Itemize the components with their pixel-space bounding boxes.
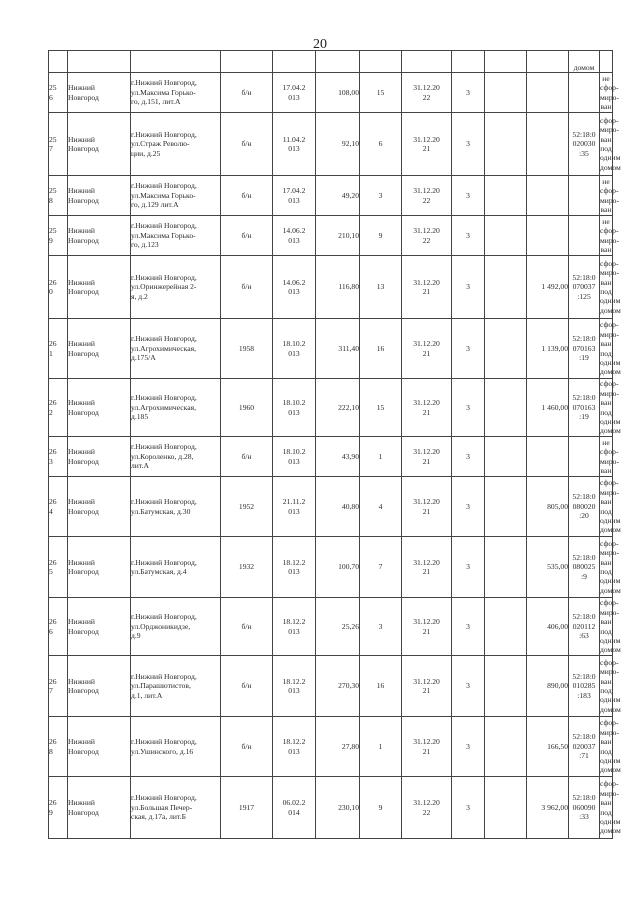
status-cell: сфор- миро- ван под одним домом [600, 656, 613, 717]
cadastral-number-cell: 52:18:0 070163 :19 [569, 319, 600, 379]
cadastral-number-cell: 52:18:0 010285 :183 [569, 656, 600, 717]
year-built-cell: б/н [221, 176, 273, 216]
stage-cell: 3 [452, 537, 485, 598]
area-cell: 43,90 [316, 437, 360, 477]
cadastral-number-cell: 52:18:0 080025 :9 [569, 537, 600, 598]
status-cell: сфор- миро- ван под одним домом [600, 113, 613, 176]
resettlement-deadline-cell: 31.12.20 22 [402, 73, 452, 113]
date-cell: 18.10.2 013 [273, 379, 316, 437]
record-number-cell: 25 9 [49, 216, 68, 256]
date-cell: 18.12.2 013 [273, 537, 316, 598]
cadastral-number-cell [569, 437, 600, 477]
land-area-cell: 1 492,00 [527, 256, 569, 319]
table-row [49, 656, 613, 717]
residents-count-cell: 15 [360, 379, 402, 437]
address-cell: г.Нижний Новгород, ул.Батумская, д.4 [131, 537, 221, 598]
city-cell: Нижний Новгород [68, 113, 131, 176]
area-cell: 40,80 [316, 477, 360, 537]
stage-cell: 3 [452, 113, 485, 176]
resettlement-deadline-cell: 31.12.20 22 [402, 216, 452, 256]
land-area-cell: 3 962,00 [527, 777, 569, 839]
land-area-cell [527, 216, 569, 256]
city-cell: Нижний Новгород [68, 598, 131, 656]
date-cell: 18.10.2 013 [273, 437, 316, 477]
status-cell: сфор- миро- ван под одним домом [600, 379, 621, 436]
empty-cell [485, 379, 527, 437]
stage-cell: 3 [452, 216, 485, 256]
city-cell: Нижний Новгород [68, 176, 131, 216]
record-number-cell: 26 3 [49, 437, 68, 477]
table-row [49, 537, 613, 598]
stage-cell: 3 [452, 656, 485, 717]
status-cell: домом [569, 51, 600, 73]
empty-cell [485, 319, 527, 379]
land-area-cell: 805,00 [527, 477, 569, 537]
status-cell: сфор- миро- ван под одним домом [600, 598, 621, 655]
residents-count-cell: 9 [360, 777, 402, 839]
address-cell: г.Нижний Новгород, ул.Агрохимическая, д.185 [131, 379, 221, 437]
resettlement-deadline-cell: 31.12.20 22 [402, 176, 452, 216]
date-cell: 17.04.2 013 [273, 176, 316, 216]
year-built-cell: 1958 [221, 319, 273, 379]
resettlement-deadline-cell: 31.12.20 21 [402, 437, 452, 477]
city-cell: Нижний Новгород [68, 256, 131, 319]
record-number-cell: 25 8 [49, 176, 68, 216]
table-row [49, 319, 613, 379]
area-cell: 108,00 [316, 73, 360, 113]
page-number: 20 [313, 37, 327, 52]
residents-count-cell: 7 [360, 537, 402, 598]
area-cell: 230,10 [316, 777, 360, 839]
area-cell: 210,10 [316, 216, 360, 256]
empty-cell [485, 216, 527, 256]
date-cell: 18.12.2 013 [273, 656, 316, 717]
status-cell: не сфор- миро- ван [600, 216, 619, 254]
year-built-cell: б/н [221, 256, 273, 319]
land-area-cell: 1 460,00 [527, 379, 569, 437]
land-area-cell [527, 73, 569, 113]
address-cell: г.Нижний Новгород, ул.Большая Печер- ская, д.17а, лит.Б [131, 777, 221, 839]
area-cell: 270,30 [316, 656, 360, 717]
land-area-cell [527, 113, 569, 176]
year-built-cell: б/н [221, 437, 273, 477]
address-cell: г.Нижний Новгород, ул.Оринжерейная 2- я, д.2 [131, 256, 221, 319]
address-cell: г.Нижний Новгород, ул.Максима Горько- го, д.151, лит.А [131, 73, 221, 113]
city-cell: Нижний Новгород [68, 477, 131, 537]
stage-cell: 3 [452, 319, 485, 379]
residents-count-cell: 3 [360, 598, 402, 656]
address-cell: г.Нижний Новгород, ул.Максима Горько- го, д.129 лит.А [131, 176, 221, 216]
year-built-cell: б/н [221, 598, 273, 656]
cadastral-number-cell: 52:18:0 020030 :35 [569, 113, 600, 176]
stage-cell: 3 [452, 717, 485, 777]
stage-cell: 3 [452, 598, 485, 656]
empty-cell [485, 256, 527, 319]
address-cell: г.Нижний Новгород, ул.Короленко, д.28, лит.А [131, 437, 221, 477]
address-cell: г.Нижний Новгород, ул.Батумская, д.30 [131, 477, 221, 537]
stage-cell: 3 [452, 477, 485, 537]
address-cell: г.Нижний Новгород, ул.Страж Револю- ции, д.25 [131, 113, 221, 176]
year-built-cell: 1932 [221, 537, 273, 598]
stage-cell: 3 [452, 256, 485, 319]
status-cell: сфор- миро- ван под одним домом [600, 319, 613, 379]
cadastral-number-cell: 52:18:0 020037 :71 [569, 717, 600, 777]
status-cell: не сфор- миро- ван [600, 437, 619, 475]
date-cell: 18.12.2 013 [273, 598, 316, 656]
city-cell: Нижний Новгород [68, 73, 131, 113]
record-number-cell: 26 1 [49, 319, 68, 379]
status-cell: не сфор- миро- ван [600, 176, 619, 214]
resettlement-deadline-cell: 31.12.20 21 [402, 113, 452, 176]
record-number-cell: 26 2 [49, 379, 68, 437]
residents-count-cell: 6 [360, 113, 402, 176]
residents-count-cell: 1 [360, 717, 402, 777]
area-cell: 311,40 [316, 319, 360, 379]
address-cell: г.Нижний Новгород, ул.Ушинского, д.16 [131, 717, 221, 777]
cadastral-number-cell [569, 216, 600, 256]
residents-count-cell: 15 [360, 73, 402, 113]
empty-cell [485, 717, 527, 777]
empty-cell [485, 598, 527, 656]
empty-cell [485, 537, 527, 598]
stage-cell: 3 [452, 176, 485, 216]
status-cell: сфор- миро- ван под одним домом [600, 537, 613, 598]
year-built-cell: 1917 [221, 777, 273, 839]
area-cell: 49,20 [316, 176, 360, 216]
status-cell: сфор- миро- ван под одним домом [600, 777, 613, 839]
address-cell: г.Нижний Новгород, ул.Агрохимическая, д.175/А [131, 319, 221, 379]
table-row-continuation [49, 51, 613, 73]
stage-cell: 3 [452, 379, 485, 437]
year-built-cell: 1952 [221, 477, 273, 537]
date-cell: 14.06.2 013 [273, 256, 316, 319]
resettlement-deadline-cell: 31.12.20 21 [402, 656, 452, 717]
residents-count-cell: 1 [360, 437, 402, 477]
record-number-cell: 25 7 [49, 113, 68, 176]
empty-cell [485, 176, 527, 216]
record-number-cell: 26 5 [49, 537, 68, 598]
residents-count-cell: 9 [360, 216, 402, 256]
city-cell: Нижний Новгород [68, 656, 131, 717]
date-cell: 18.12.2 013 [273, 717, 316, 777]
record-number-cell: 26 9 [49, 777, 68, 839]
city-cell: Нижний Новгород [68, 379, 131, 437]
cadastral-number-cell: 52:18:0 070163 :19 [569, 379, 600, 437]
land-area-cell: 1 139,00 [527, 319, 569, 379]
table-row [49, 777, 613, 839]
city-cell: Нижний Новгород [68, 717, 131, 777]
resettlement-deadline-cell: 31.12.20 21 [402, 537, 452, 598]
year-built-cell: 1960 [221, 379, 273, 437]
record-number-cell: 26 8 [49, 717, 68, 777]
stage-cell: 3 [452, 73, 485, 113]
city-cell: Нижний Новгород [68, 319, 131, 379]
cadastral-number-cell: 52:18:0 020112 :63 [569, 598, 600, 656]
year-built-cell: б/н [221, 717, 273, 777]
land-area-cell: 406,00 [527, 598, 569, 656]
year-built-cell: б/н [221, 73, 273, 113]
status-cell: не сфор- миро- ван [600, 73, 619, 111]
table-row [49, 113, 613, 176]
land-area-cell: 166,50 [527, 717, 569, 777]
city-cell: Нижний Новгород [68, 777, 131, 839]
date-cell: 06.02.2 014 [273, 777, 316, 839]
status-cell: сфор- миро- ван под одним домом [600, 717, 613, 777]
area-cell: 222,10 [316, 379, 360, 437]
cadastral-number-cell [569, 73, 600, 113]
cadastral-number-cell: 52:18:0 080020 :20 [569, 477, 600, 537]
record-number-cell: 26 0 [49, 256, 68, 319]
table-row [49, 216, 613, 256]
city-cell: Нижний Новгород [68, 537, 131, 598]
cadastral-number-cell [569, 176, 600, 216]
year-built-cell: б/н [221, 216, 273, 256]
year-built-cell: б/н [221, 113, 273, 176]
area-cell: 27,80 [316, 717, 360, 777]
empty-cell [485, 656, 527, 717]
table-row [49, 598, 613, 656]
address-cell: г.Нижний Новгород, ул.Максима Горько- го, д.123 [131, 216, 221, 256]
record-number-cell: 26 7 [49, 656, 68, 717]
residents-count-cell: 3 [360, 176, 402, 216]
record-number-cell: 26 4 [49, 477, 68, 537]
date-cell: 14.06.2 013 [273, 216, 316, 256]
table-row [49, 437, 613, 477]
table-row [49, 379, 613, 437]
area-cell: 100,70 [316, 537, 360, 598]
resettlement-deadline-cell: 31.12.20 21 [402, 717, 452, 777]
address-cell: г.Нижний Новгород, ул.Парашютистов, д.1, лит.А [131, 656, 221, 717]
date-cell: 11.04.2 013 [273, 113, 316, 176]
status-cell: сфор- миро- ван под одним домом [600, 477, 613, 537]
resettlement-deadline-cell: 31.12.20 21 [402, 379, 452, 437]
city-cell: Нижний Новгород [68, 216, 131, 256]
registry-body [49, 51, 621, 839]
land-area-cell [527, 437, 569, 477]
table-row [49, 73, 613, 113]
resettlement-deadline-cell: 31.12.20 21 [402, 477, 452, 537]
cadastral-number-cell: 52:18:0 070037 :125 [569, 256, 600, 319]
empty-cell [485, 777, 527, 839]
table-row [49, 477, 613, 537]
date-cell: 18.10.2 013 [273, 319, 316, 379]
residents-count-cell: 13 [360, 256, 402, 319]
table-row [49, 176, 613, 216]
table-row [49, 256, 613, 319]
residents-count-cell: 16 [360, 319, 402, 379]
city-cell: Нижний Новгород [68, 437, 131, 477]
stage-cell: 3 [452, 437, 485, 477]
date-cell: 17.04.2 013 [273, 73, 316, 113]
record-number-cell: 25 6 [49, 73, 68, 113]
land-area-cell: 535,00 [527, 537, 569, 598]
housing-registry-table [48, 50, 621, 839]
empty-cell [485, 477, 527, 537]
area-cell: 116,80 [316, 256, 360, 319]
empty-cell [485, 73, 527, 113]
residents-count-cell: 16 [360, 656, 402, 717]
resettlement-deadline-cell: 31.12.20 21 [402, 256, 452, 319]
table-row [49, 717, 613, 777]
residents-count-cell: 4 [360, 477, 402, 537]
date-cell: 21.11.2 013 [273, 477, 316, 537]
resettlement-deadline-cell: 31.12.20 21 [402, 319, 452, 379]
area-cell: 25,26 [316, 598, 360, 656]
resettlement-deadline-cell: 31.12.20 21 [402, 598, 452, 656]
address-cell: г.Нижний Новгород, ул.Орджоникидзе, д.9 [131, 598, 221, 656]
empty-cell [485, 437, 527, 477]
cadastral-number-cell: 52:18:0 060090 :33 [569, 777, 600, 839]
stage-cell: 3 [452, 777, 485, 839]
area-cell: 92,10 [316, 113, 360, 176]
year-built-cell: б/н [221, 656, 273, 717]
resettlement-deadline-cell: 31.12.20 22 [402, 777, 452, 839]
land-area-cell: 890,00 [527, 656, 569, 717]
status-cell: сфор- миро- ван под одним домом [600, 256, 613, 319]
record-number-cell: 26 6 [49, 598, 68, 656]
empty-cell [485, 113, 527, 176]
land-area-cell [527, 176, 569, 216]
